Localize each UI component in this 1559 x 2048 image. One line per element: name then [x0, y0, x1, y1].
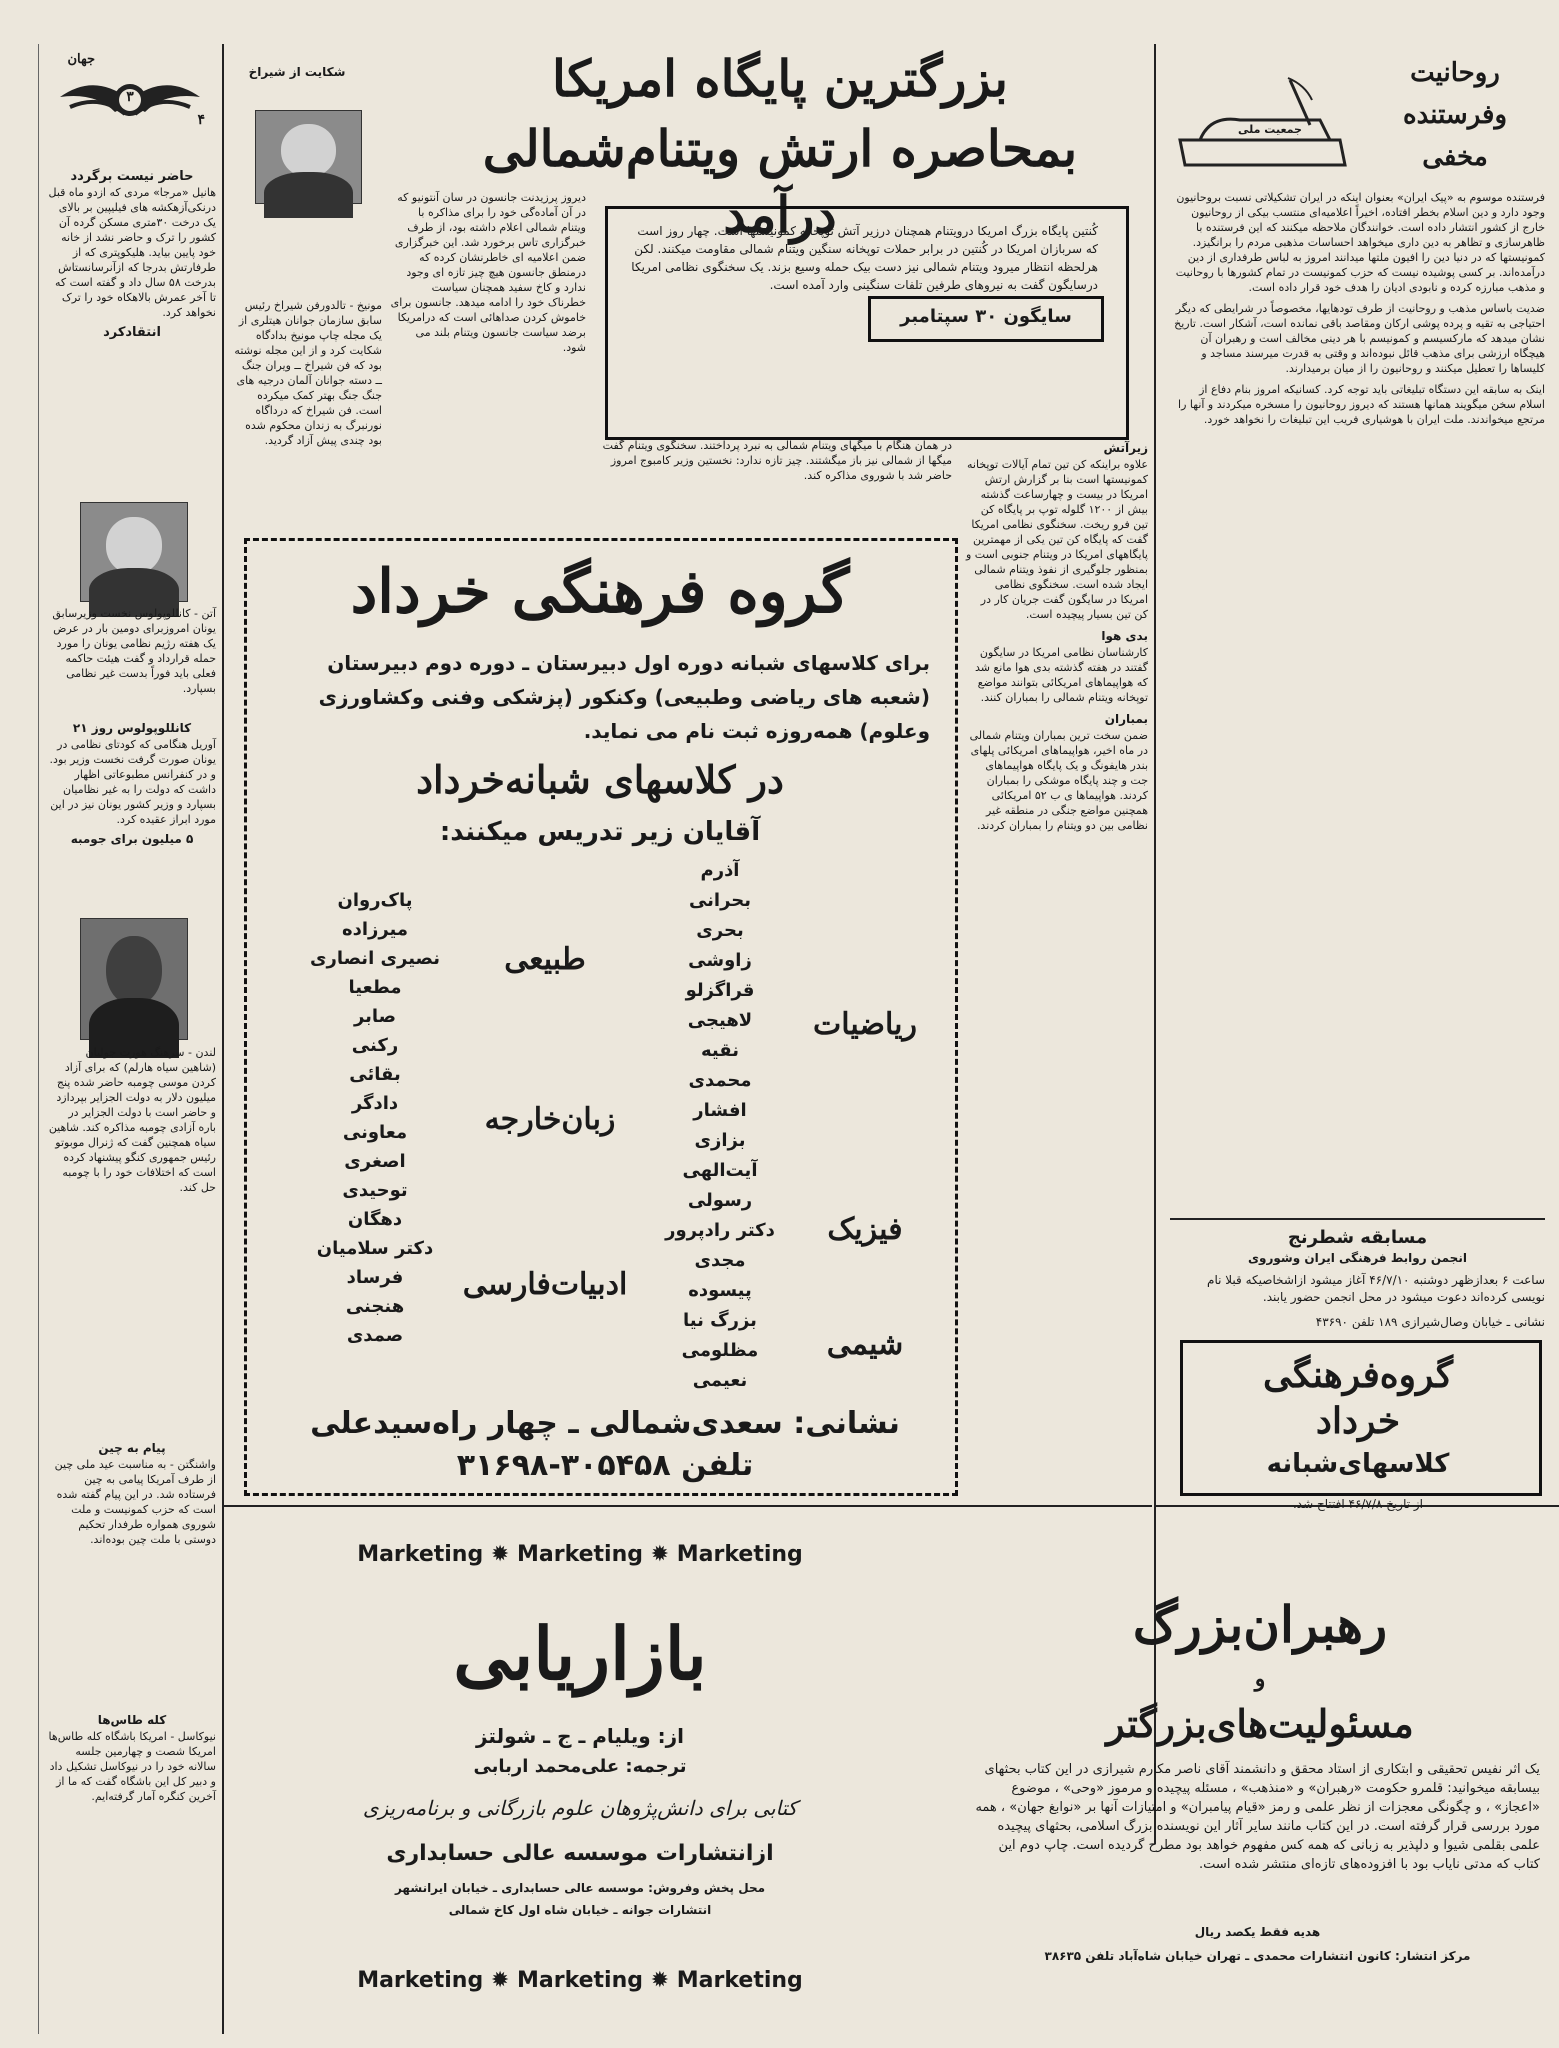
subject-label: شیمی [826, 1327, 904, 1362]
headline: انتقادکرد [103, 325, 161, 340]
teacher-name: بحرانی [688, 890, 752, 911]
headline: بدی هوا [1101, 629, 1148, 643]
teacher-name: آیت‌الهی [682, 1160, 758, 1181]
khordad-small-ad-line-3: کلاسهای‌شبانه [1266, 1449, 1450, 1479]
marketing-banner-bottom: Marketing ✹ Marketing ✹ Marketing [357, 1968, 803, 1993]
logo-number: ۳ [126, 89, 134, 105]
teacher-name: آذرم [700, 860, 740, 881]
left-story-5 [48, 1440, 216, 1710]
khordad-ad-intro: برای کلاسهای شبانه دوره اول دبیرستان ـ دوره دوم دبیرستان (شعبه های ریاضی وطبیعی) وکنکور (پزشکی وفنی وکشاورزی وعلوم) همه‌روزه ثبت نام می نماید. [318, 651, 930, 743]
column-rule [222, 44, 224, 2034]
teacher-name: قراگزلو [685, 980, 755, 1001]
teacher-name: نصیری انصاری [309, 948, 441, 969]
portrait-photo [255, 110, 362, 204]
teacher-name: توحیدی [342, 1180, 408, 1201]
center-story-col-1 [592, 438, 952, 528]
teacher-name: زاوشی [688, 950, 752, 971]
body-text: آتن - کانللوپولوس نخست وزیرسابق یونان امروزبرای دومین بار در عرض یک هفته رژیم نظامی یونان را مورد حمله قرارداد و گفت هیئت حاکمه فعلی باید فوراً بدست غیر نظامی بسپارد. [52, 607, 216, 695]
boxed-lead-dateline: سایگون ۳۰ سپتامبر [868, 296, 1104, 342]
marketing-ad-translator: ترجمه: علی‌محمد اربابی [473, 1756, 687, 1777]
teacher-name: نعیمی [692, 1370, 748, 1391]
body-text: ضدیت باساس مذهب و روحانیت از طرف تودهایها، مخصوصاً در شرایطی که دیگر احتیاجی به تقیه و پرده پوشی ارکان ومقاصد باقی نمانده است، آشکار است. تاریخ نشان میدهد که مارکسیسم و کمونیسم با هر دینی مخالف است و رهبران آن هیچگاه ارزشی برای مذهب قائل نبوده‌اند و وقتی به قدرت میرسند مساجد و کلیساها را تعطیل میکنند و روحانیون را از میان برمیدارند. [1174, 302, 1545, 375]
teacher-name: پیسوده [688, 1280, 752, 1301]
teacher-name: دکتر سلامیان [316, 1238, 434, 1259]
body-text: فرستنده موسوم به «پیک ایران» بعنوان اینکه در ایران تشکیلاتی نسبت بروحانیون وجود دارد و دین اسلام بخطر افتاده، اخیراً اعلامیه‌ای منتسب بیکی از روحانیون خارج از کشور انتشار داده است. خوانندگان ملاحظه میکنند که این فرستنده با ظاهرسازی و تظاهر به دین داری میخواهد احساسات مذهبی مردم را برانگیزد. کمونیستها که در دنیا دین را افیون ملتها میدانند امروز به لباس طرفداری از دین درآمده‌اند. بر کسی پوشیده نیست که حزب کمونیست در تمام کشورها با روحانیت و مذهب مبارزه کرده و نابودی ادیان را هدف خود قرار داده است. [1175, 191, 1545, 294]
subject-label: ریاضیات [813, 1007, 917, 1042]
teacher-name: لاهیجی [687, 1010, 753, 1031]
page-logo [55, 52, 205, 152]
teacher-name: دهگان [347, 1209, 403, 1230]
teacher-name: مجدی [694, 1250, 746, 1271]
teacher-name: دادگر [351, 1093, 399, 1114]
subject-label: فیزیک [827, 1212, 903, 1247]
body-text: کارشناسان نظامی امریکا در سایگون گفتند در هفته گذشته بدی هوا مانع شد که هواپیماهای امریکائی بتوانند مواضع توپخانه ویتنام شمالی را بمباران کنند. [974, 646, 1148, 704]
main-headline-line-1: بزرگترین پایگاه امریکا [551, 49, 1009, 108]
logo-text: جهان [67, 52, 95, 67]
khordad-ad-teachers-intro: آقایان زیر تدریس میکنند: [439, 817, 761, 847]
teacher-name: بحری [696, 920, 744, 941]
teacher-name: افشار [693, 1100, 747, 1121]
right-column-body [1170, 190, 1545, 1210]
teacher-name: فرساد [346, 1267, 404, 1288]
book-ad-title-line-2: مسئولیت‌های‌بزرگتر [1106, 1701, 1414, 1746]
body-text: واشنگتن - به مناسبت عید ملی چین از طرف آمریکا پیامی به چین فرستاده شد. در این پیام گفته شده است که حزب کمونیست و ملت شوروی همواره طرفدار تحکیم دوستی با ملت چین بوده‌اند. [54, 1458, 216, 1546]
body-text: علاوه براینکه کن تین تمام آیالات توپخانه کمونیستها است بنا بر گزارش ارتش امریکا در بیست و چهارساعت گذشته بیش از ۱۲۰۰ گلوله توپ بر پایگاه کن تین فرو ریخت. سخنگوی نظامی امریکا گفت که پایگاه کن تین یکی از مهمترین پایگاههای امریکا در ویتنام جنوبی است و بمنظور جلوگیری از نفوذ ویتنام شمالی ایجاد شده است. سخنگوی نظامی امریکا در سایگون گفت جریان کار در کن تین بسیار پیچیده است. [965, 458, 1148, 621]
chess-notice-subtitle: انجمن روابط فرهنگی ایران وشوروی [1248, 1251, 1467, 1265]
teachers-list-right [660, 856, 780, 1396]
left-story-6 [48, 1712, 216, 2032]
column-rule [1154, 44, 1156, 1844]
marketing-banner-top: Marketing ✹ Marketing ✹ Marketing [357, 1542, 803, 1567]
teacher-name: مظلومی [681, 1340, 759, 1361]
marketing-ad-publisher: ازانتشارات موسسه عالی حسابداری [386, 1841, 774, 1866]
subject-label: ادبیات‌فارسی [462, 1267, 628, 1302]
caption-heading: شکایت از شیراخ [248, 65, 346, 79]
book-ad-body: یک اثر نفیس تحقیقی و ابتکاری از استاد محقق و دانشمند آقای ناصر مکارم شیرازی در این کتاب بحثهای بیسابقه میخوانید: قلمرو حکومت «رهبران» و «منذهب» ، مسئله پیچیده و مرموز «وحی» ، موضوع «اعجاز» ، و چگونگی معجزات از نظر علمی و رمز «قیام پیامبران» و امتیازات آنها بر «نوابغ جهان» ، همه مورد بررسی قرار گرفته است. در این کتاب مانند سایر آثار این نویسنده بزرگ اسلامی، بحثهای پیچیده علمی بقلمی شیوا و دلپذیر به زبانی که همه کس مفهوم خواهد بود مطرح گردیده است. چاپ دوم این کتاب که مدتی نایاب بود با افزوده‌های تازه‌ای منتشر شده است. [975, 1762, 1540, 1872]
title-line: وفرستنده [1402, 100, 1508, 130]
body-text: ضمن سخت ترین بمباران ویتنام شمالی در ماه اخیر، هواپیماهای امریکائی پلهای بندر هایفونگ و یک پایگاه هواپیماهای جت و چند پایگاه موشکی را بمباران کردند. هواپیماها ی ب ۵۲ امریکائی همچنین مواضع جنگی در منطقه غیر نظامی بین دو ویتنام را بمباران کردند. [969, 729, 1148, 832]
teacher-name: بقائی [349, 1064, 401, 1085]
divider [1170, 1218, 1545, 1220]
teacher-name: دکتر رادپرور [665, 1220, 775, 1241]
middle-story-2 [390, 190, 586, 500]
khordad-small-ad-footer: از تاریخ ۴۶/۷/۸ افتتاح شد. [1292, 1497, 1424, 1511]
teacher-name: بزرگ نیا [683, 1310, 757, 1331]
teacher-name: پاک‌روان [337, 890, 413, 911]
headline: زیرآتش [1103, 441, 1148, 455]
boxed-lead-text: کُنتین پایگاه بزرگ امریکا درویتنام همچنان درزیر آتش توپخانه کمونیستها است. چهار روز است که سربازان امریکا در کُنتین در برابر حملات توپخانه سنگین ویتنام شمالی مقاومت میکنند. لکن هرلحظه انتظار میرود ویتنام شمالی نیز دست بیک حمله وسیع بزند. یک سخنگوی نظامی امریکا درسایگون گفت به نیروهای طرفین تلفات سنگینی وارد آمده است. [631, 224, 1098, 292]
book-ad-title-and: و [1254, 1666, 1266, 1692]
subject-label: طبیعی [504, 942, 586, 977]
middle-story-1 [232, 298, 382, 470]
teacher-name: محمدی [688, 1070, 752, 1091]
teacher-name: نقیه [701, 1040, 739, 1061]
column-rule [222, 1505, 1152, 1507]
body-text: در همان هنگام با میگهای ویتنام شمالی به نبرد پرداختند. سخنگوی ویتنام گفت میگها از شمالی نیز باز میگشتند. چیز تازه ندارد: نخستین وزیر کامبوج امروز حاضر شد با شوروی مذاکره کند. [602, 439, 952, 482]
column-rule [38, 44, 39, 2034]
headline: ۵ میلیون برای جومبه [70, 832, 194, 846]
khordad-ad-title: گروه فرهنگی خرداد [350, 557, 850, 627]
khordad-small-ad-line-2: خرداد [1315, 1400, 1401, 1442]
khordad-ad-subtitle: در کلاسهای شبانه‌خرداد [416, 757, 784, 802]
headline: کانللوپولوس روز ۲۱ [72, 721, 192, 735]
khordad-ad-address: نشانی: سعدی‌شمالی ـ چهار راه‌سیدعلی [310, 1406, 900, 1441]
teacher-name: صمدی [346, 1325, 404, 1346]
title-line: مخفی [1422, 142, 1488, 172]
right-column-title [1365, 52, 1545, 182]
body-text: هانیل «مرجا» مردی که ازدو ماه قبل درنکی‌آزهکشه های فیلیپین بر بالای یک درخت ۳۰متری مسکن گرده آن کشور را ترک و حاضر نشد از خانه خود پایین بیاید. هلیکوپتری که از طرفارتش بدرجا که ازآنرسانستاش بدرخت ۵۸ سال داد و گفته است که تا آخر عمرش بالاهکاه خود را ترک نخواهد کرد. [48, 186, 216, 319]
teacher-name: بزازی [694, 1130, 746, 1151]
left-story-4 [48, 1045, 216, 1435]
chess-notice-address: نشانی ـ خیابان وصال‌شیرازی ۱۸۹ تلفن ۴۳۶۹۰ [1315, 1315, 1545, 1329]
title-line: روحانیت [1410, 58, 1500, 88]
chess-notice-body: ساعت ۶ بعدازظهر دوشنبه ۴۶/۷/۱۰ آغاز میشود ازاشخاصیکه قبلا نام نویسی کرده‌اند دعوت میشود در محل انجمن حضور یابند. [1207, 1273, 1545, 1304]
body-text: نیوکاسل - امریکا باشگاه کله طاس‌ها امریکا شصت و چهارمین جلسه سالانه خود را در نیوکاسل تشکیل داد و دبیر کل این باشگاه گفت که ما از آخرین کنگره آمار گرفته‌ایم. [48, 1730, 216, 1803]
body-text: اینک به سابقه این دستگاه تبلیغاتی باید توجه کرد. کسانیکه امروز بنام دفاع از اسلام سخن میگویند همانها هستند که دیروز روحانیون را مسخره میکردند و آنها را مرتجع میخواندند. ملت ایران با هوشیاری فریب این تبلیغات را نخواهد خورد. [1178, 383, 1545, 426]
teacher-name: معاونی [342, 1122, 408, 1143]
banner-word: Marketing [676, 1968, 803, 1993]
chess-notice-title: مسابقه شطرنج [1287, 1227, 1428, 1248]
emblem-text: جمعیت ملی [1238, 123, 1302, 136]
body-text: مونیخ - تالدورفن شیراخ رئیس سابق سازمان جوانان هیتلری از یک مجله چاپ مونیخ بدادگاه شکایت کرد و از این مجله نوشته بود که فن شیراخ ــ ویران جنگ ــ دسته جوانان آلمان درجیه های جنگ جنگ بهتر کمک میکرده است. فن شیراخ که درداگاه نورنبرگ به زندان محکوم شده بود چندی پیش آزاد گردید. [234, 299, 382, 447]
headline: پیام به چین [98, 1441, 166, 1455]
center-story-col-2 [965, 440, 1148, 1500]
radio-emblem [1170, 70, 1360, 180]
teachers-list-left [300, 886, 450, 1366]
portrait-photo [80, 502, 188, 602]
marketing-ad-author: از: ویلیام ـ ج ـ شولتز [475, 1724, 685, 1748]
left-story-3 [48, 720, 216, 910]
logo-page-number: ۴ [197, 112, 205, 128]
teacher-name: رکنی [351, 1035, 399, 1056]
marketing-ad-title: بازاریابی [453, 1611, 707, 1696]
marketing-ad-distribution-2: انتشارات جوانه ـ خیابان شاه اول کاخ شمالی [448, 1903, 712, 1917]
subject-label: زبان‌خارجه [484, 1102, 616, 1137]
teacher-name: هنجنی [345, 1296, 405, 1317]
banner-word: Marketing [676, 1542, 803, 1567]
teacher-name: صابر [353, 1006, 397, 1027]
teacher-name: اصغری [344, 1151, 406, 1172]
book-ad-title-line-1: رهبران‌بزرگ [1132, 1595, 1388, 1654]
teacher-name: میرزاده [341, 919, 409, 940]
left-story-2 [48, 606, 216, 716]
main-headline-line-2: بمحاصره ارتش ویتنام‌شمالی درآمد [482, 119, 1078, 244]
banner-word: Marketing [357, 1968, 484, 1993]
body-text: دیروز پرزیدنت جانسون در سان آنتونیو که در آن آماده‌گی خود را برای مذاکره با ویتنام شمالی اعلام داشته بود، از طرف خبرگزاری تاس برخورد شد. این خبرگزاری ضمن اعلامیه ای خاطرنشان کرده که درمنطق جانسون هیچ چیز تازه ای وجود ندارد و کاخ سفید همچنان سیاست خطرناک خود را ادامه میدهد. جانسون برای خاموش کردن صداهائی است که درامریکا برضد سیاست جانسون ویتنام بلند می شود. [390, 191, 586, 354]
banner-word: Marketing [516, 1542, 644, 1567]
headline: کله طاس‌ها [97, 1713, 167, 1727]
headline: حاضر نیست برگردد [70, 169, 194, 184]
book-ad-publisher: مرکز انتشار: کانون انتشارات محمدی ـ تهران خیابان شاه‌آباد تلفن ۳۸۶۳۵ [1044, 1949, 1471, 1963]
banner-word: Marketing [357, 1542, 484, 1567]
book-ad-price: هدیه فقط یکصد ریال [1194, 1925, 1321, 1939]
khordad-ad-phone: تلفن ۳۰۵۴۵۸-۳۱۶۹۸ [456, 1448, 754, 1483]
headline: بمباران [1104, 712, 1148, 726]
body-text: آوریل هنگامی که کودتای نظامی در یونان صورت گرفت نخست وزیر بود. و در کنفرانس مطبوعاتی اظهار داشت که دولت را به غیر نظامیان بسپارد و وزیر کشور یونان نیز در این مورد ابراز عقیده کرد. [49, 738, 216, 826]
khordad-small-ad-line-1: گروه‌فرهنگی [1262, 1354, 1454, 1396]
left-story-1 [48, 168, 216, 498]
body-text: لندن - سرهنگ هورت جولیان (شاهین سیاه هارلم) که برای آزاد کردن موسی چومبه حاضر شده پنج میلیون دلار به دولت الجزایر بپردازد و حاضر است با دولت الجزایر در باره آزادی چومبه مذاکره کند. شاهین سیاه همچنین گفت که ژنرال موبوتو رئیس جمهوری کنگو پیشنهاد کرده است که اختلافات خود را با چومبه حل کند. [48, 1046, 216, 1194]
banner-word: Marketing [516, 1968, 644, 1993]
marketing-ad-tagline: کتابی برای دانش‌پژوهان علوم بازرگانی و برنامه‌ریزی [362, 1796, 798, 1820]
teacher-name: مطعیا [348, 977, 402, 998]
teacher-name: رسولی [687, 1190, 753, 1211]
portrait-photo [80, 918, 188, 1040]
marketing-ad-distribution: محل پخش وفروش: موسسه عالی حسابداری ـ خیابان ایرانشهر [394, 1881, 766, 1895]
